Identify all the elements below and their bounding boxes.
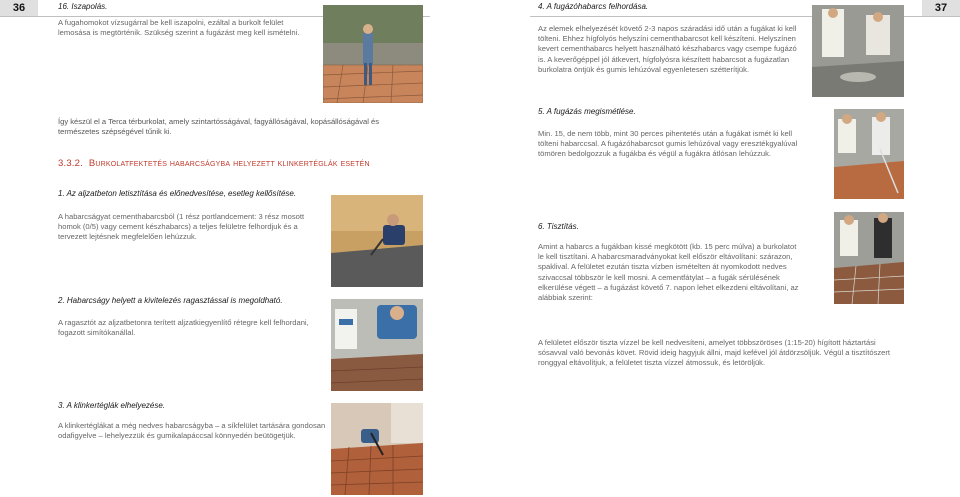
photo-pouring-grout — [812, 5, 904, 97]
step5-title: 5. A fugázás megismétlése. — [538, 107, 636, 116]
step5-text: Min. 15, de nem több, mint 30 perces pihentetés után a fugákat ismét ki kell tölteni habarccsal. A fugázóhabarcsot gumis lehúzóval vagy eresztékgyalúval tömören bedolgozzuk a fugákba és végül a fugákra átlósan lehúzzuk. — [538, 129, 798, 159]
photo-cleaning-surface — [834, 212, 904, 304]
page-number-left: 36 — [0, 0, 38, 16]
step6-text: Amint a habarcs a fugákban kissé megkötött (kb. 15 perc múlva) a burkolatot le kell tisztítani. A habarcsmaradványokat kell először eltávolítani: szárazon, spaklival. A felületet ezután tiszta vízben ismételten át nyomkodott nedves szivaccsal többször le kell mosni. A cementfátylat – a fugák sérülésének elkerülése végett – a fugázást követő 7. napon lehet elkezdeni eltávolítani, az alábbiak szerint: — [538, 242, 799, 303]
step2-title: 2. Habarcságy helyett a kivitelezés ragasztással is megoldható. — [58, 296, 283, 305]
step6-title: 6. Tisztítás. — [538, 222, 579, 231]
photo-applying-adhesive — [331, 299, 423, 391]
left-page-header: 16. Iszapolás. — [58, 2, 108, 11]
step2-text: A ragasztót az aljzatbetonra terített aljzatkiegyenlítő rétegre kell felhordani, fogazott simítókanállal. — [58, 318, 309, 338]
photo-repeating-grouting — [834, 109, 904, 199]
section-title: Burkolatfektetés habarcságyba helyezett klinkertéglák esetén — [88, 158, 370, 169]
step3-text: A klinkertéglákat a még nedves habarcságyba – a síkfelület tartására gondosan odafigyelve – lehelyezzük és gumikalapáccsal könnyedén beütögetjük. — [58, 421, 326, 441]
section-number: 3.3.2. — [58, 158, 83, 169]
step1-title: 1. Az aljzatbeton letisztítása és előnedvesítése, esetleg kellősítése. — [58, 189, 297, 198]
photo-washing-pavement — [323, 5, 423, 103]
right-intro-text: Az elemek elhelyezését követő 2-3 napos száradási idő után a fugákat ki kell tölteni. Ehhez hígfolyós helyszíni cementhabarcsot kell készíteni. Helyszínen kevert cementhabarcs helyett használható készhabarcs vagy csempe fugázó is. A keverőgéppel jól átkevert, hígfolyósra készített habarcsot a fugázatlan burkolatra öntjük és gumis lehúzóval egyenletesen szétterítjük. — [538, 24, 797, 74]
page-number-right: 37 — [922, 0, 960, 16]
photo-spreading-mortar — [331, 195, 423, 287]
right-page-header: 4. A fugázóhabarcs felhordása. — [538, 2, 649, 11]
step1-text: A habarcságyat cementhabarcsból (1 rész portlandcement: 3 rész mosott homok (0/5) vagy cement készhabarcs) a teljes felületre felhordjuk és a tervezett lejtésnek megfelelően lehúzzuk. — [58, 212, 305, 242]
photo-laying-clinker-bricks — [331, 403, 423, 495]
final-cleaning-text: A felületet először tiszta vízzel be kell nedvesíteni, amelyet többszöröses (1:15-20) hígított háztartási sósavval való bevonás követ. Rövid ideig hagyjuk állni, majd kefével jól átdörzsöljük. Végül a tisztítószert ronggyal eltávolítjuk, a felületet tiszta vízzel átmossuk, és letöröljük. — [538, 338, 891, 368]
section-heading — [58, 158, 370, 169]
step3-title: 3. A klinkertéglák elhelyezése. — [58, 401, 166, 410]
left-intro-text: A fugahomokot vízsugárral be kell iszapolni, ezáltal a burkolt felület lemosása is megtörténik. Szükség szerint a fugázást meg kell ismételni. — [58, 18, 300, 38]
summary-text: Így készül el a Terca térburkolat, amely szintartósságával, fagyállóságával, kopásállóságával és természetes szépségével tűnik ki. — [58, 117, 380, 137]
